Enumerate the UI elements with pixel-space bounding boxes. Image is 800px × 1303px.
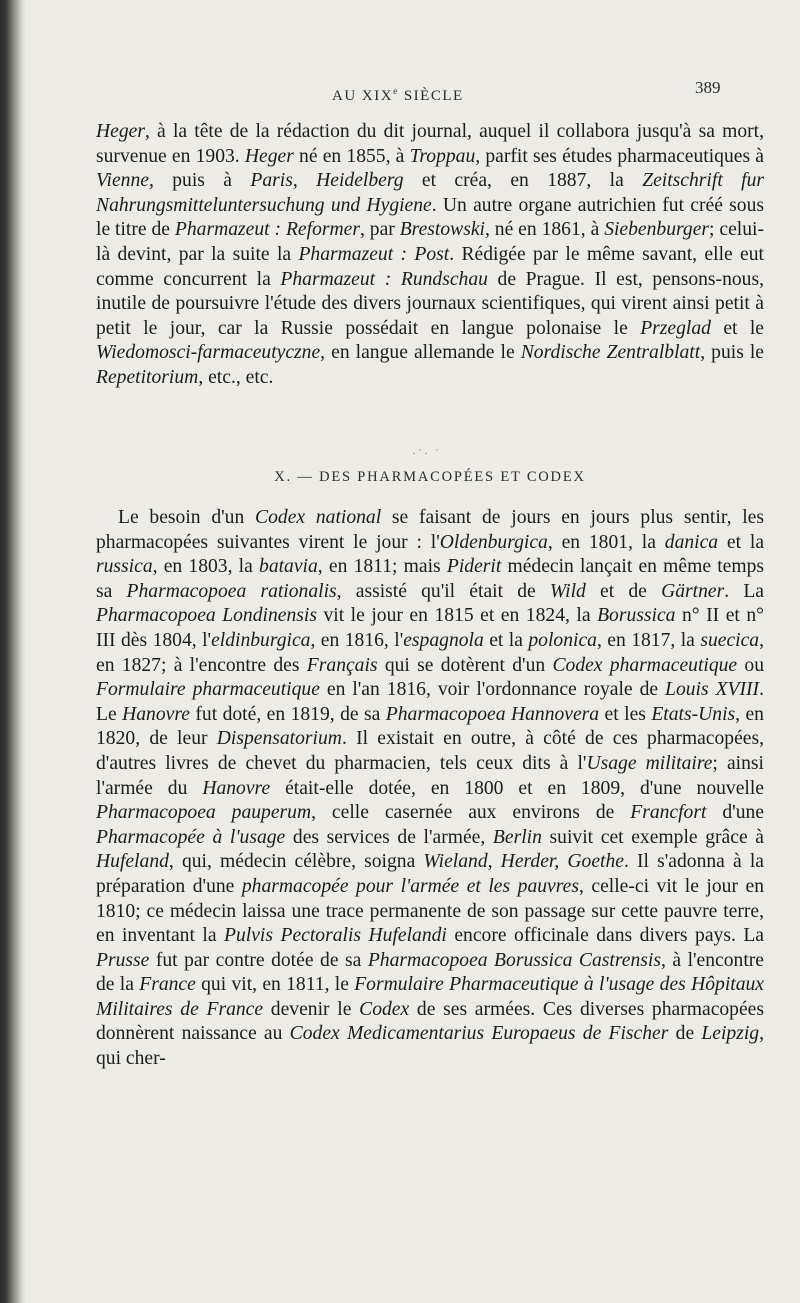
text-run: , qui, médecin célèbre, soigna <box>168 851 424 873</box>
text-run: Dispensatorium <box>216 728 342 750</box>
text-run: n° II et n° III dès 1804, l' <box>96 605 764 651</box>
text-run: Vienne <box>96 170 149 192</box>
text-run: suivit cet exemple grâce à <box>541 826 764 848</box>
text-run: Pharmacopoea Hannovera <box>385 703 600 725</box>
text-run: et les <box>599 703 652 725</box>
text-run: polonica <box>528 629 597 651</box>
text-run: Pharmazeut : Post <box>298 243 450 265</box>
text-run: qui vit, en 1811, le <box>195 974 355 996</box>
text-run: , par <box>359 219 400 241</box>
text-run: . Le <box>96 679 764 725</box>
text-run: se faisant de jours en jours plus sentir, les pharmacopées suivantes virent le jour : l' <box>96 507 764 553</box>
text-run: , en 1817, la <box>596 629 701 651</box>
text-run: Brestowski <box>399 219 485 241</box>
text-run: en l'an 1816, voir l'ordonnance royale de <box>319 679 666 701</box>
text-run: , <box>292 170 317 192</box>
text-run: était-elle dotée, en 1800 et en 1809, d'une nouvelle <box>270 777 764 799</box>
text-run: , né en 1861, à <box>484 219 605 241</box>
text-run: , etc., etc. <box>198 366 274 388</box>
text-run: Wieland, Herder, Goethe <box>423 851 624 873</box>
text-run: Hanovre <box>202 777 271 799</box>
text-run: de Prague. Il est, pensons-nous, inutile de poursuivre l'étude des divers journaux scientifiques, qui virent ainsi petit à petit le jour, car la Russie possédait en langue polonaise le <box>96 268 764 339</box>
text-run: Oldenburgica <box>439 531 548 553</box>
text-run: Hanovre <box>122 703 190 725</box>
text-run: Pharmacopoea rationalis <box>126 580 337 602</box>
text-run: . Rédigée par le même savant, elle eut comme concurrent la <box>96 243 764 290</box>
text-run: ou <box>737 654 765 676</box>
text-run: Codex Medicamentarius Europaeus de Fischer <box>289 1023 669 1045</box>
text-run: Wiedomosci-farmaceutyczne <box>96 342 321 364</box>
text-run: , qui cher- <box>96 1023 764 1070</box>
text-run: Formulaire Pharmaceutique à l'usage des Hôpitaux Militaires de France <box>96 974 764 1020</box>
text-run: , en langue allemande le <box>320 342 521 364</box>
text-run: Prusse <box>96 949 150 971</box>
text-run: Leipzig <box>701 1023 760 1045</box>
text-run: , à la tête de la rédaction du dit journal, auquel il collabora jusqu'à sa mort, survenue en 1903. <box>96 121 764 167</box>
text-run: , en 1827; à l'encontre des <box>96 629 764 676</box>
text-run: ; ainsi l'armée du <box>96 752 764 799</box>
text-run: France <box>139 974 196 996</box>
text-run: . Il existait en outre, à côté de ces pharmacopées, d'autres livres de chevet du pharmacien, tels ceux dits à l' <box>96 728 764 774</box>
text-run: encore officinale dans divers pays. La <box>446 925 764 947</box>
text-run: Heger <box>96 121 145 142</box>
text-run: fut doté, en 1819, de sa <box>189 703 386 725</box>
text-run: danica <box>664 531 719 553</box>
text-run: Codex pharmaceutique <box>552 654 738 676</box>
text-run: Usage militaire <box>586 752 713 774</box>
text-run: , en 1811; mais <box>317 556 447 578</box>
text-run: Przeglad <box>640 317 711 339</box>
text-run: Troppau <box>409 145 476 167</box>
text-run: , celle-ci vit le jour en 1810; ce médecin laissa une trace permanente de son passage sur cette pauvre terre, en inventant la <box>96 875 764 947</box>
paragraph-journals <box>96 120 764 391</box>
text-run: Français <box>306 654 378 676</box>
running-title: AU XIX <box>332 88 394 104</box>
text-run: né en 1855, à <box>293 145 410 167</box>
text-run: suecica <box>700 629 760 651</box>
page-number: 389 <box>695 78 721 97</box>
text-run: d'une <box>706 802 764 824</box>
text-run: espagnola <box>403 629 484 651</box>
running-title-rest: SIÈCLE <box>398 88 464 104</box>
text-run: et créa, en 1887, la <box>403 170 643 192</box>
text-run: médecin lançait en même temps sa <box>96 556 765 602</box>
text-run: Hufeland <box>96 851 169 873</box>
text-run: Gärtner <box>661 580 725 602</box>
text-run: eldinburgica <box>211 629 311 651</box>
text-run: , en 1803, la <box>152 556 260 578</box>
text-run: et la <box>483 629 529 651</box>
text-run: , en 1820, de leur <box>96 703 764 750</box>
text-run: ; celui-là devint, par la suite la <box>96 219 764 265</box>
text-run: Codex <box>359 998 410 1020</box>
book-gutter-edge <box>0 0 26 1303</box>
text-run: et de <box>585 580 662 602</box>
text-run: . Un autre organe autrichien fut créé sous le titre de <box>96 194 764 241</box>
text-run: , en 1816, l' <box>310 629 404 651</box>
text-run: Pharmacopoea Londinensis <box>96 605 317 627</box>
text-run: , en 1801, la <box>547 531 665 553</box>
text-run: Pharmacopée à l'usage <box>96 826 286 848</box>
text-run: fut par contre dotée de sa <box>149 949 368 971</box>
running-header <box>332 86 464 105</box>
text-run: Pharmacopoea pauperum <box>96 802 312 824</box>
section-heading: X. — DES PHARMACOPÉES ET CODEX <box>274 469 586 485</box>
text-run: Etats-Unis <box>651 703 736 725</box>
text-run: , assisté qu'il était de <box>336 580 550 602</box>
section-ornament: ·˙· ˙ <box>412 446 441 460</box>
text-run: . Il s'adonna à la préparation d'une <box>96 851 764 897</box>
text-run: Le besoin d'un <box>118 507 256 528</box>
text-run: pharmacopée pour l'armée et les pauvres <box>241 875 579 897</box>
text-run: Heger <box>244 145 294 167</box>
text-run: Piderit <box>446 556 502 578</box>
text-run: devenir le <box>263 998 360 1020</box>
text-run: et le <box>710 317 765 339</box>
text-run: Pharmazeut : Rundschau <box>280 268 488 290</box>
text-run: Borussica <box>597 605 676 627</box>
text-run: russica <box>96 556 153 578</box>
text-run: , puis le <box>700 342 765 364</box>
text-run: Siebenburger <box>604 219 710 241</box>
text-run: des services de l'armée, <box>285 826 493 848</box>
text-run: Francfort <box>630 802 707 824</box>
paragraph-pharmacopoeias <box>96 506 764 1072</box>
text-run: de ses armées. Ces diverses pharmacopées donnèrent naissance au <box>96 998 764 1045</box>
text-run: Codex national <box>255 507 382 528</box>
text-run: , celle casernée aux environs de <box>311 802 631 824</box>
text-run: de <box>668 1023 702 1045</box>
text-run: batavia <box>259 556 318 578</box>
text-run: Heidelberg <box>316 170 404 192</box>
text-run: Repetitorium <box>96 366 199 388</box>
text-run: Pulvis Pectoralis Hufelandi <box>224 925 447 947</box>
text-run: vit le jour en 1815 et en 1824, la <box>316 605 598 627</box>
text-run: . La <box>724 580 764 602</box>
text-run: Pharmazeut : Reformer <box>174 219 360 241</box>
text-run: Paris <box>250 170 293 192</box>
text-run: Wild <box>549 580 586 602</box>
running-title-superscript: e <box>393 86 399 96</box>
text-run: , à l'encontre de la <box>96 949 764 996</box>
text-run: qui se dotèrent d'un <box>377 654 553 676</box>
text-run: Zeitschrift fur Nahrungsmitteluntersuchung und Hygiene <box>96 170 765 216</box>
text-run: , puis à <box>148 170 251 192</box>
text-run: Nordische Zentralblatt <box>520 342 701 364</box>
text-run: Louis XVIII <box>665 679 760 701</box>
text-run: Formulaire pharmaceutique <box>96 679 320 701</box>
text-run: et la <box>718 531 765 553</box>
text-run: Pharmacopoea Borussica Castrensis <box>367 949 661 971</box>
text-run: , parfit ses études pharmaceutiques à <box>475 145 764 167</box>
text-run: Berlin <box>492 826 542 848</box>
